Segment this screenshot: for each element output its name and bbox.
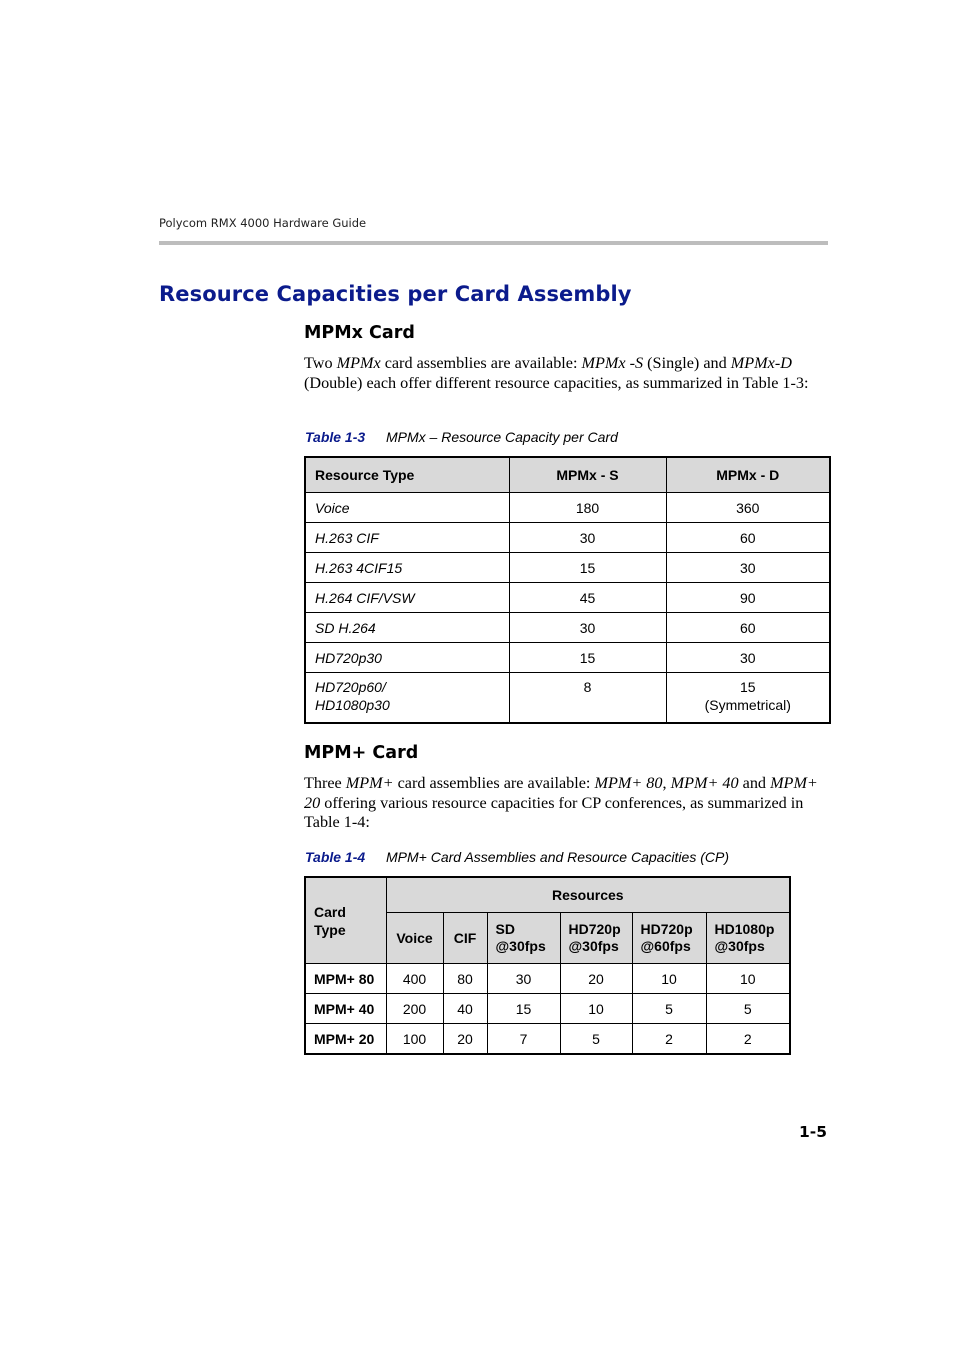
cell-value: 400: [386, 964, 443, 994]
cell-d: 360: [666, 493, 830, 523]
cell-d: 30: [666, 553, 830, 583]
cell-value: 5: [632, 994, 706, 1024]
cell-value: 5: [560, 1024, 632, 1055]
cell-card-type: MPM+ 20: [305, 1024, 386, 1055]
italic-run: MPMx-D: [730, 354, 792, 372]
table-row: [305, 553, 830, 583]
table-row: [305, 964, 790, 994]
table-row: [305, 523, 830, 553]
mpmx-paragraph: [304, 354, 834, 393]
table-row: [305, 493, 830, 523]
text-run: ,: [662, 774, 671, 792]
caption-title: MPM+ Card Assemblies and Resource Capacities (CP): [386, 849, 729, 865]
cell-d: 30: [666, 643, 830, 673]
cell-s: 45: [509, 583, 666, 613]
cell-type: HD720p30: [305, 643, 509, 673]
caption-number: Table 1-4: [305, 849, 366, 865]
cell-d: 60: [666, 523, 830, 553]
header-mpmx-d: MPMx - D: [666, 457, 830, 493]
mpm-plus-paragraph: [304, 774, 834, 833]
text-run: Three: [304, 774, 346, 792]
cell-type: H.263 4CIF15: [305, 553, 509, 583]
text-run: offering various resource capacities for CP conferences, as summarized in Table 1-4:: [304, 793, 804, 831]
header-line: HD720p: [568, 921, 621, 937]
italic-run: MPM+ 40: [670, 774, 739, 792]
text-run: and: [738, 774, 771, 792]
cell-s: 15: [509, 553, 666, 583]
table-1-3-caption: [305, 429, 618, 445]
header-hd720p-60fps: [632, 913, 706, 964]
text-run: Two: [304, 354, 337, 372]
header-line: @60fps: [640, 938, 691, 954]
running-header: Polycom RMX 4000 Hardware Guide: [159, 216, 367, 230]
text-run: (Double) each offer different resource capacities, as summarized in Table 1-3:: [304, 373, 809, 392]
cell-type: H.264 CIF/VSW: [305, 583, 509, 613]
cell-value: 10: [706, 964, 790, 994]
cell-value: 20: [560, 964, 632, 994]
table-row: [305, 643, 830, 673]
header-mpmx-s: MPMx - S: [509, 457, 666, 493]
cell-s: 180: [509, 493, 666, 523]
mpmx-heading: MPMx Card: [304, 323, 415, 343]
text-run: (Single) and: [643, 354, 731, 372]
cell-type: [305, 673, 509, 724]
cell-type: SD H.264: [305, 613, 509, 643]
value-line: 15: [739, 679, 756, 695]
cell-card-type: MPM+ 80: [305, 964, 386, 994]
header-hd1080p-30fps: [706, 913, 790, 964]
header-voice: Voice: [386, 913, 443, 964]
mpm-plus-capacity-table: [304, 876, 791, 1055]
cell-value: 20: [443, 1024, 487, 1055]
cell-d: [666, 673, 830, 724]
header-sd-30fps: [487, 913, 560, 964]
cell-value: 2: [632, 1024, 706, 1055]
header-line: HD720p: [640, 921, 693, 937]
cell-type: H.263 CIF: [305, 523, 509, 553]
header-line: @30fps: [714, 938, 765, 954]
cell-value: 10: [560, 994, 632, 1024]
cell-card-type: MPM+ 40: [305, 994, 386, 1024]
cell-value: 100: [386, 1024, 443, 1055]
italic-run: MPM+ 80: [594, 774, 663, 792]
type-line: HD720p60/: [315, 679, 386, 695]
text-run: card assemblies are available:: [380, 354, 582, 372]
cell-value: 5: [706, 994, 790, 1024]
mpm-plus-heading: MPM+ Card: [304, 743, 419, 763]
italic-run: MPM+ 20: [304, 774, 818, 812]
cell-value: 2: [706, 1024, 790, 1055]
cell-value: 40: [443, 994, 487, 1024]
cell-s: 30: [509, 523, 666, 553]
header-line: HD1080p: [714, 921, 775, 937]
cell-s: 8: [509, 673, 666, 724]
page-number: 1-5: [799, 1123, 828, 1141]
cell-value: 200: [386, 994, 443, 1024]
italic-run: MPMx -S: [581, 354, 644, 372]
header-cif: CIF: [443, 913, 487, 964]
cell-value: 30: [487, 964, 560, 994]
header-hd720p-30fps: [560, 913, 632, 964]
table-row: [305, 673, 830, 724]
cell-value: 10: [632, 964, 706, 994]
mpmx-capacity-table: [304, 456, 831, 724]
cell-s: 30: [509, 613, 666, 643]
header-line: Type: [314, 921, 346, 938]
cell-s: 15: [509, 643, 666, 673]
table-header-row: [305, 877, 790, 913]
header-line: @30fps: [568, 938, 619, 954]
cell-value: 15: [487, 994, 560, 1024]
header-resource-type: Resource Type: [305, 457, 509, 493]
value-note: (Symmetrical): [704, 697, 791, 713]
cell-d: 90: [666, 583, 830, 613]
cell-value: 80: [443, 964, 487, 994]
italic-run: MPM+: [345, 774, 394, 792]
type-line: HD1080p30: [315, 697, 390, 713]
cell-type: Voice: [305, 493, 509, 523]
header-card-type: [305, 877, 386, 964]
table-row: [305, 994, 790, 1024]
header-resources: Resources: [386, 877, 790, 913]
table-row: [305, 583, 830, 613]
text-run: card assemblies are available:: [393, 774, 595, 792]
header-line: Card: [314, 903, 346, 920]
cell-d: 60: [666, 613, 830, 643]
italic-run: MPMx: [336, 354, 381, 372]
caption-title: MPMx – Resource Capacity per Card: [386, 429, 618, 445]
header-rule: [159, 241, 828, 245]
table-row: [305, 1024, 790, 1055]
table-1-4-caption: [305, 849, 729, 865]
header-line: @30fps: [495, 938, 546, 954]
caption-number: Table 1-3: [305, 429, 366, 445]
section-title: Resource Capacities per Card Assembly: [159, 282, 632, 306]
table-row: [305, 613, 830, 643]
header-line: SD: [495, 921, 515, 937]
table-header-row: [305, 457, 830, 493]
cell-value: 7: [487, 1024, 560, 1055]
